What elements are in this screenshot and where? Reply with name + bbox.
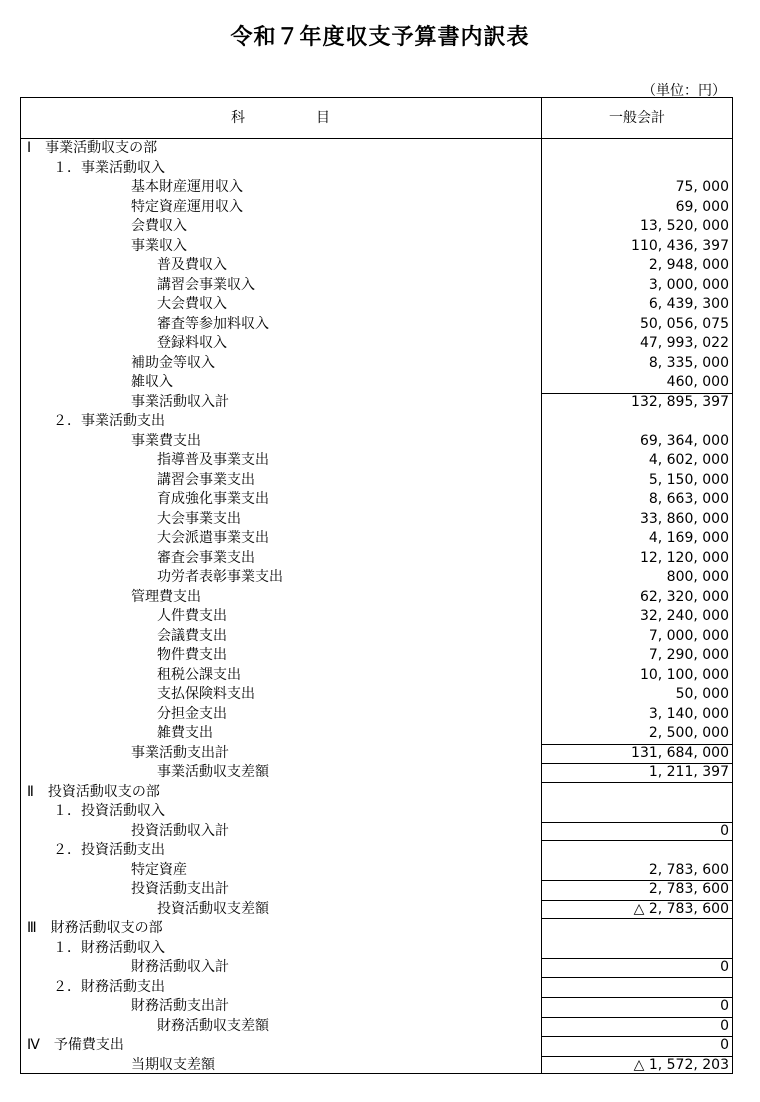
row-label: 雑収入: [131, 374, 173, 390]
row-value: △ 2, 783, 600: [633, 900, 729, 917]
row-label: 補助金等収入: [131, 354, 215, 371]
row-label: Ⅳ 予備費支出: [27, 1037, 124, 1053]
table-row: [21, 841, 732, 861]
table-row: [21, 900, 732, 920]
row-value: △ 1, 572, 203: [633, 1056, 729, 1073]
row-label: 大会費収入: [157, 296, 227, 312]
table-row: [21, 919, 732, 939]
row-label: 事業活動収入計: [131, 393, 229, 410]
table-row: [21, 315, 732, 335]
row-value: 8, 663, 000: [648, 491, 729, 507]
row-label: Ⅱ 投資活動収支の部: [27, 783, 160, 800]
row-value: 132, 895, 397: [631, 393, 729, 410]
table-row: [21, 471, 732, 491]
row-label: 投資活動支出計: [131, 881, 229, 897]
table-row: [21, 997, 732, 1017]
table-row: [21, 802, 732, 822]
row-label: １．事業活動収入: [53, 159, 165, 176]
row-label: 功労者表彰事業支出: [157, 569, 283, 585]
table-row: [21, 139, 732, 159]
row-value: 7, 000, 000: [648, 627, 729, 644]
row-label: 講習会事業支出: [157, 471, 255, 488]
row-label: ２．投資活動支出: [53, 842, 165, 858]
row-value: 0: [720, 1017, 729, 1034]
table-row: [21, 510, 732, 530]
row-value: 2, 500, 000: [648, 725, 729, 741]
table-row: [21, 237, 732, 257]
general-account-header: 一般会計: [609, 110, 665, 126]
row-label: 登録料収入: [157, 335, 227, 351]
table-row: [21, 412, 732, 432]
table-row: [21, 549, 732, 569]
table-row: [21, 783, 732, 803]
row-value: 69, 000: [675, 198, 729, 215]
row-label: 管理費支出: [131, 588, 201, 605]
row-label: 財務活動収支差額: [157, 1017, 269, 1034]
row-label: 講習会事業収入: [157, 276, 255, 293]
table-row: [21, 666, 732, 686]
table-row: [21, 822, 732, 842]
row-value: 10, 100, 000: [639, 666, 729, 683]
row-value: 0: [720, 998, 729, 1014]
table-row: [21, 744, 732, 764]
table-row: [21, 607, 732, 627]
row-value: 800, 000: [666, 569, 729, 585]
table-row: [21, 939, 732, 959]
row-label: 雑費支出: [157, 725, 213, 741]
row-value: 50, 056, 075: [639, 315, 729, 332]
row-label: 租税公課支出: [157, 666, 241, 683]
row-value: 131, 684, 000: [631, 744, 729, 761]
row-label: 当期収支差額: [131, 1056, 215, 1073]
row-label: 財務活動支出計: [131, 998, 229, 1014]
row-label: 事業活動収支差額: [157, 764, 269, 780]
table-row: [21, 198, 732, 218]
row-label: 物件費支出: [157, 647, 227, 663]
row-label: 会議費支出: [157, 627, 227, 644]
row-label: 基本財産運用収入: [131, 179, 243, 195]
row-value: 7, 290, 000: [648, 647, 729, 663]
row-value: 75, 000: [675, 179, 729, 195]
row-value: 5, 150, 000: [648, 471, 729, 488]
table-row: [21, 159, 732, 179]
table-row: [21, 627, 732, 647]
table-row: [21, 958, 732, 978]
table-row: [21, 1056, 732, 1076]
table-row: [21, 178, 732, 198]
row-value: 0: [720, 959, 729, 975]
row-value: 6, 439, 300: [648, 296, 729, 312]
table-row: [21, 880, 732, 900]
row-value: 62, 320, 000: [639, 588, 729, 605]
table-row: [21, 685, 732, 705]
row-value: 4, 602, 000: [648, 452, 729, 468]
row-value: 4, 169, 000: [648, 530, 729, 546]
row-value: 0: [720, 1037, 729, 1053]
row-value: 2, 783, 600: [648, 861, 729, 878]
row-label: ２．事業活動支出: [53, 413, 165, 429]
row-value: 8, 335, 000: [648, 354, 729, 371]
row-label: 審査等参加料収入: [157, 315, 269, 332]
row-value: 1, 211, 397: [648, 764, 729, 780]
table-row: [21, 529, 732, 549]
row-label: Ⅲ 財務活動収支の部: [27, 920, 163, 936]
budget-table: [20, 97, 733, 1074]
table-row: [21, 393, 732, 413]
unit-label: （単位：円）: [642, 83, 726, 99]
row-value: 69, 364, 000: [639, 432, 729, 449]
row-label: 財務活動収入計: [131, 959, 229, 975]
row-label: 特定資産: [131, 861, 187, 878]
row-label: 普及費収入: [157, 257, 227, 273]
row-value: 2, 948, 000: [648, 257, 729, 273]
table-row: [21, 724, 732, 744]
row-label: １．財務活動収入: [53, 939, 165, 956]
row-label: 人件費支出: [157, 608, 227, 624]
row-label: 投資活動収支差額: [157, 900, 269, 917]
subject-header: [21, 98, 541, 138]
row-label: 会費収入: [131, 218, 187, 234]
row-label: 分担金支出: [157, 705, 227, 722]
table-body: [21, 139, 732, 1075]
table-row: [21, 588, 732, 608]
subject-header-left: 科: [231, 110, 246, 126]
table-row: [21, 373, 732, 393]
row-value: 12, 120, 000: [639, 549, 729, 566]
table-row: [21, 334, 732, 354]
row-label: 特定資産運用収入: [131, 198, 243, 215]
row-label: 支払保険料支出: [157, 686, 255, 702]
row-label: １．投資活動収入: [53, 803, 165, 819]
table-row: [21, 295, 732, 315]
row-label: 事業費支出: [131, 432, 201, 449]
table-row: [21, 646, 732, 666]
row-label: 事業活動支出計: [131, 744, 229, 761]
page-title: 令和７年度収支予算書内訳表: [230, 25, 530, 50]
table-row: [21, 256, 732, 276]
table-row: [21, 432, 732, 452]
row-value: 50, 000: [675, 686, 729, 702]
table-row: [21, 705, 732, 725]
row-value: 13, 520, 000: [639, 218, 729, 234]
table-row: [21, 1017, 732, 1037]
table-row: [21, 568, 732, 588]
row-value: 3, 000, 000: [648, 276, 729, 293]
row-value: 47, 993, 022: [639, 335, 729, 351]
row-value: 110, 436, 397: [631, 237, 729, 254]
row-value: 32, 240, 000: [639, 608, 729, 624]
row-label: 大会事業支出: [157, 510, 241, 527]
subject-header-right: 目: [316, 110, 331, 126]
row-label: 審査会事業支出: [157, 549, 255, 566]
table-row: [21, 490, 732, 510]
table-row: [21, 1036, 732, 1056]
table-row: [21, 861, 732, 881]
row-label: ２．財務活動支出: [53, 978, 165, 995]
table-row: [21, 217, 732, 237]
table-row: [21, 978, 732, 998]
table-row: [21, 354, 732, 374]
row-label: 大会派遣事業支出: [157, 530, 269, 546]
row-label: 投資活動収入計: [131, 822, 229, 839]
row-label: 事業収入: [131, 237, 187, 254]
row-label: 育成強化事業支出: [157, 491, 269, 507]
table-row: [21, 763, 732, 783]
row-value: 2, 783, 600: [648, 881, 729, 897]
row-value: 460, 000: [666, 374, 729, 390]
table-header: [21, 98, 732, 139]
table-row: [21, 276, 732, 296]
row-value: 0: [720, 822, 729, 839]
row-value: 3, 140, 000: [648, 705, 729, 722]
table-row: [21, 451, 732, 471]
row-label: 指導普及事業支出: [157, 452, 269, 468]
row-label: Ⅰ 事業活動収支の部: [27, 140, 158, 156]
row-value: 33, 860, 000: [639, 510, 729, 527]
